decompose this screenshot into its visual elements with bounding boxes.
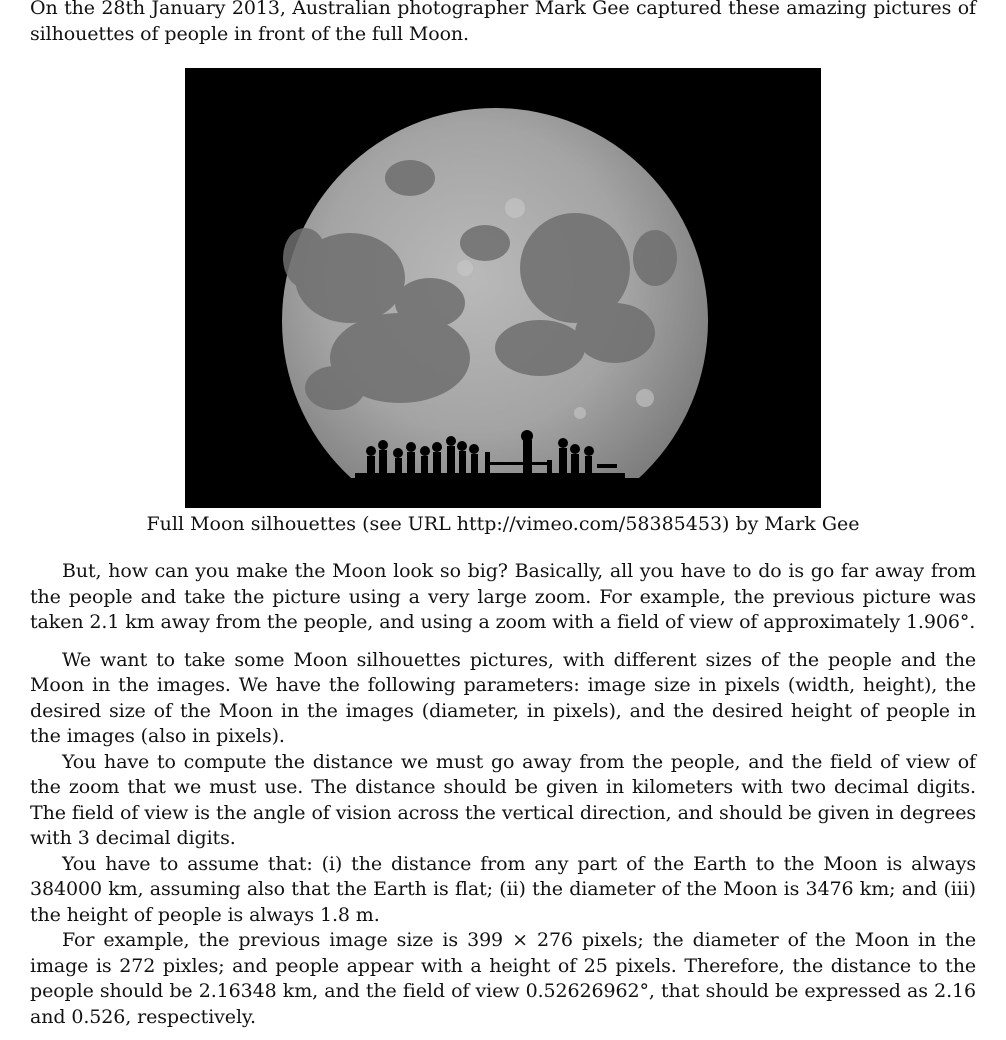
paragraph-example: For example, the previous image size is 399 × 276 pixels; the diameter of the Moon in the image is 272 pixles; and people appear with a height of 25 pixels. Therefore, the distance to the people should be 2.16348 km, and the field of view 0.52626962°, that should be expressed as 2.16 and 0.526, respectively. — [30, 929, 976, 1028]
figure-caption: Full Moon silhouettes (see URL http://vimeo.com/58385453) by Mark Gee — [146, 513, 860, 535]
paragraph-parameters: We want to take some Moon silhouettes pictures, with different sizes of the people and the Moon in the images. We have the following parameters: image size in pixels (width, height), the desired size of the Moon in the images (diameter, in pixels), and the desired height of people in the images (also in pixels). — [30, 648, 976, 747]
paragraph-method: But, how can you make the Moon look so big? Basically, all you have to do is go far away from the people and take the picture using a very large zoom. For example, the previous picture was taken 2.1 km away from the people, and using a zoom with a field of view of approximately 1.906°. — [30, 560, 976, 633]
paragraph-assumptions: You have to assume that: (i) the distance from any part of the Earth to the Moon is always 384000 km, assuming also that the Earth is flat; (ii) the diameter of the Moon is 3476 km; and (iii) the height of people is always 1.8 m. — [30, 852, 976, 926]
document-page — [30, 0, 976, 1028]
body-text — [30, 559, 976, 1030]
moon-silhouettes-photo — [185, 68, 821, 508]
paragraph-task: You have to compute the distance we must go away from the people, and the field of view of the zoom that we must use. The distance should be given in kilometers with two decimal digits. The field of view is the angle of vision across the vertical direction, and should be given in degrees with 3 decimal digits. — [30, 750, 976, 849]
intro-paragraph: On the 28th January 2013, Australian photographer Mark Gee captured these amazing pictures of silhouettes of people in front of the full Moon. — [30, 0, 976, 45]
